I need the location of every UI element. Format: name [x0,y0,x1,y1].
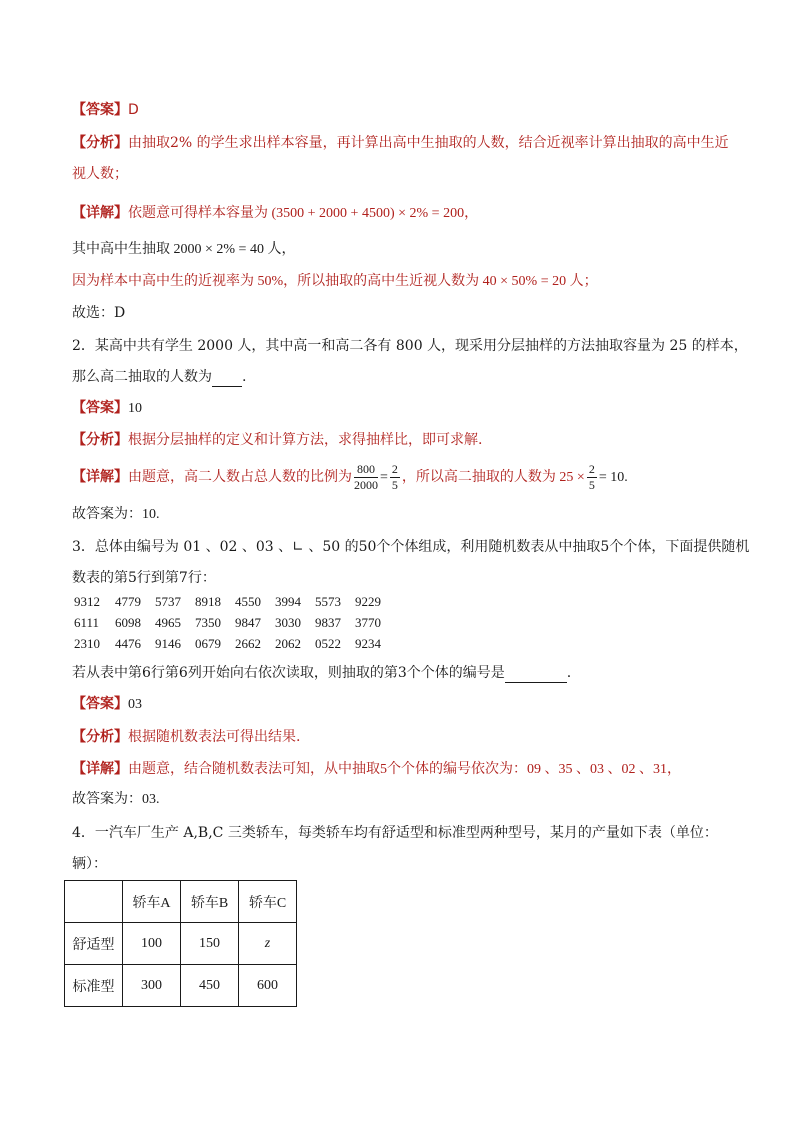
random-number-row [74,636,395,652]
q1-conclusion: 故选：D [72,305,126,321]
table-header-cell: 轿车C [239,881,297,923]
random-number: 9229 [355,594,381,609]
answer-tag: 【答案】 [72,102,128,118]
q3-conclusion: 故答案为：03. [72,792,160,807]
frac-denominator: 2000 [354,477,378,492]
answer-blank [212,372,242,387]
table-row-label: 标准型 [65,965,123,1007]
random-number: 9234 [355,636,381,651]
answer-value: D [128,102,139,118]
table-header-cell: 轿车A [123,881,181,923]
table-cell: z [239,923,297,965]
table-cell: 450 [181,965,239,1007]
random-number: 6098 [115,615,141,630]
q1-detail-line2: 其中高中生抽取 2000 × 2% = 40 人， [72,242,296,257]
detail-text: 依题意可得样本容量为 (3500 + 2000 + 4500) × 2% = 200， [128,206,479,221]
analysis-text: 由抽取2% 的学生求出样本容量，再计算出高中生抽取的人数，结合近视率计算出抽取的高中生近 [128,135,729,151]
q3-analysis [72,727,300,747]
detail-tag: 【详解】 [72,469,128,485]
q1-analysis [72,133,729,153]
random-number: 3994 [275,594,301,609]
frac-denominator: 5 [391,477,398,492]
random-number: 2062 [275,636,301,651]
production-table [64,880,297,1007]
random-number: 4476 [115,636,141,651]
table-cell: 600 [239,965,297,1007]
random-number: 3030 [275,615,301,630]
table-row [65,965,297,1007]
q2-detail [72,460,628,495]
analysis-text: 根据随机数表法可得出结果. [128,729,301,745]
detail-text: 由题意，结合随机数表法可知，从中抽取5个个体的编号依次为：09 、35 、03 、02 、31， [128,762,681,777]
q3-answer [72,694,142,715]
random-number: 9312 [74,594,100,609]
q2-stem-end: . [242,369,247,385]
random-number: 3770 [355,615,381,630]
q2-stem-text: 那么高二抽取的人数为 [72,369,212,385]
frac-numerator: 2 [588,461,595,476]
random-number: 4965 [155,615,181,630]
table-row-label: 舒适型 [65,923,123,965]
q4-stem-cont: 辆）： [72,856,107,872]
answer-value: 10 [128,401,142,416]
table-row [65,923,297,965]
random-number: 2662 [235,636,261,651]
detail-text-mid: ，所以高二抽取的人数为 25 × [401,470,585,485]
frac-numerator: 2 [391,461,398,476]
q1-detail [72,203,478,224]
q2-analysis [72,430,482,450]
analysis-tag: 【分析】 [72,135,128,151]
analysis-tag: 【分析】 [72,729,128,745]
q3-stem: 3．总体由编号为 01 、02 、03 、∟ 、50 的50个个体组成，利用随机数表从中抽取5个个体，下面提供随机 [72,539,750,555]
random-number: 4779 [115,594,141,609]
random-number-row [74,615,395,631]
q1-answer [72,100,139,120]
random-number: 8918 [195,594,221,609]
q3-stem-question [72,663,571,683]
q2-stem-cont [72,367,246,387]
q4-stem: 4．一汽车厂生产 A,B,C 三类轿车，每类轿车均有舒适型和标准型两种型号，某月的产量如下表（单位： [72,825,718,841]
q1-detail-line3: 因为样本中高中生的近视率为 50%，所以抽取的高中生近视人数为 40 × 50% = 20 人； [72,274,598,289]
q2-answer [72,398,142,419]
random-number: 9837 [315,615,341,630]
frac-numerator: 800 [354,462,378,478]
analysis-text: 根据分层抽样的定义和计算方法，求得抽样比，即可求解. [128,432,483,448]
random-number: 9847 [235,615,261,630]
q3-detail [72,759,681,780]
random-number: 0679 [195,636,221,651]
answer-blank [505,668,567,683]
fraction-2-5 [390,462,400,493]
random-number: 5573 [315,594,341,609]
detail-tag: 【详解】 [72,761,128,777]
q3-stem-text: 若从表中第6行第6列开始向右依次读取，则抽取的第3个个体的编号是 [72,665,505,681]
q3-stem-end: . [566,665,572,681]
random-number-row [74,594,395,610]
detail-text-pre: 由题意，高二人数占总人数的比例为 [128,469,352,485]
random-number: 5737 [155,594,181,609]
detail-tag: 【详解】 [72,205,128,221]
detail-text-end: = 10. [598,470,628,485]
q3-stem-cont: 数表的第5行到第7行： [72,570,216,586]
table-cell: 100 [123,923,181,965]
q2-stem: 2．某高中共有学生 2000 人，其中高一和高二各有 800 人，现采用分层抽样的方法抽取容量为 25 的样本， [72,338,748,354]
q1-analysis-cont: 视人数； [72,166,128,182]
table-header-cell: 轿车B [181,881,239,923]
equals-sign: = [380,470,388,485]
q2-conclusion: 故答案为：10. [72,507,160,522]
random-number: 0522 [315,636,341,651]
table-header-cell [65,881,123,923]
random-number: 4550 [235,594,261,609]
table-cell: 300 [123,965,181,1007]
analysis-tag: 【分析】 [72,432,128,448]
answer-value: 03 [128,697,142,712]
frac-denominator: 5 [588,477,595,492]
fraction-2-5 [587,462,597,493]
random-number: 7350 [195,615,221,630]
answer-tag: 【答案】 [72,400,128,416]
answer-tag: 【答案】 [72,696,128,712]
random-number: 9146 [155,636,181,651]
table-header-row [65,881,297,923]
random-number: 6111 [74,615,100,630]
random-number: 2310 [74,636,100,651]
table-cell: 150 [181,923,239,965]
fraction-800-2000 [354,462,378,493]
